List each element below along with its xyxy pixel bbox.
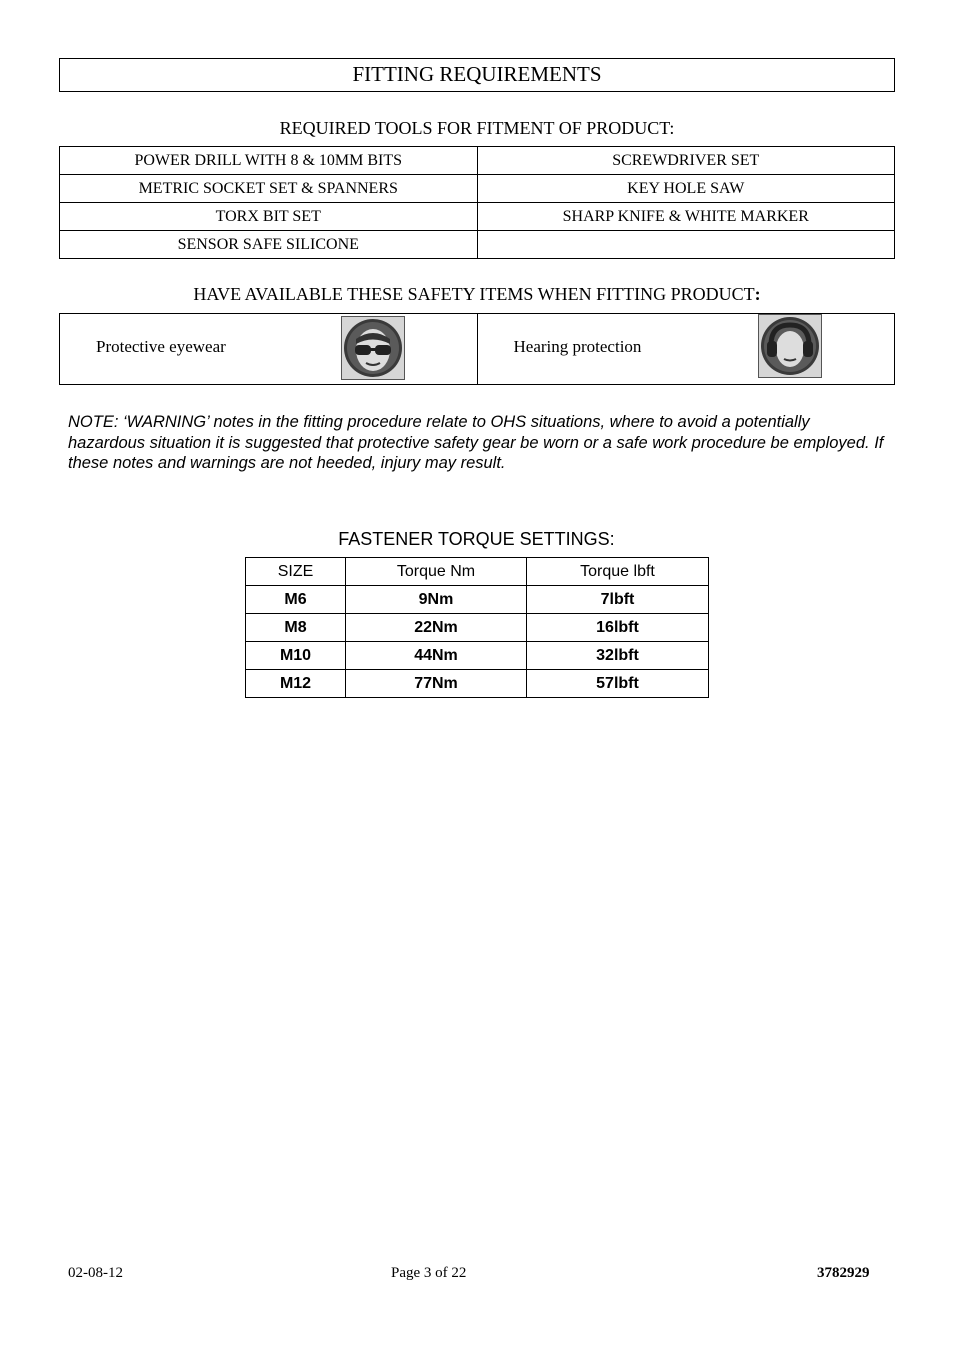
table-cell: 22Nm — [346, 614, 527, 642]
safety-item-hearing — [477, 314, 895, 385]
table-header-row — [246, 558, 709, 586]
safety-item-label: Protective eyewear — [96, 337, 226, 356]
table-row — [246, 642, 709, 670]
footer-page-number: Page 3 of 22 — [391, 1265, 467, 1281]
safety-item-label: Hearing protection — [513, 337, 642, 356]
table-cell: M10 — [246, 642, 346, 670]
table-row — [246, 586, 709, 614]
table-cell: 9Nm — [346, 586, 527, 614]
table-cell: 16lbft — [527, 614, 709, 642]
column-header: Torque lbft — [527, 558, 709, 586]
safety-heading — [59, 284, 895, 305]
table-row — [60, 314, 895, 385]
table-cell: 57lbft — [527, 670, 709, 698]
tool-cell: SHARP KNIFE & WHITE MARKER — [477, 203, 895, 231]
torque-heading: FASTENER TORQUE SETTINGS: — [338, 529, 615, 549]
table-cell: 32lbft — [527, 642, 709, 670]
tool-cell: METRIC SOCKET SET & SPANNERS — [60, 175, 478, 203]
table-cell: 77Nm — [346, 670, 527, 698]
warning-note: NOTE: ‘WARNING’ notes in the fitting procedure relate to OHS situations, where to avoid a potentially hazardous situation it is suggested that protective safety gear be worn or a safe work procedure be employed. If these notes and warnings are not heeded, injury may result. — [68, 413, 884, 472]
tool-cell: POWER DRILL WITH 8 & 10MM BITS — [60, 147, 478, 175]
table-row — [60, 231, 895, 259]
tool-cell: TORX BIT SET — [60, 203, 478, 231]
column-header: Torque Nm — [346, 558, 527, 586]
tool-cell: SENSOR SAFE SILICONE — [60, 231, 478, 259]
table-row — [246, 670, 709, 698]
safety-table — [59, 313, 895, 385]
table-row — [60, 203, 895, 231]
table-row — [246, 614, 709, 642]
table-row — [60, 175, 895, 203]
safety-heading-colon: : — [754, 284, 761, 304]
page-title: FITTING REQUIREMENTS — [59, 58, 895, 92]
table-row — [60, 147, 895, 175]
table-cell: M12 — [246, 670, 346, 698]
safety-heading-text: HAVE AVAILABLE THESE SAFETY ITEMS WHEN FITTING PRODUCT — [193, 284, 755, 304]
ear-protection-icon — [758, 314, 822, 378]
tools-table — [59, 146, 895, 259]
footer-date: 02-08-12 — [68, 1265, 123, 1281]
tool-cell: SCREWDRIVER SET — [477, 147, 895, 175]
safety-item-eyewear — [60, 314, 478, 385]
tool-cell — [477, 231, 895, 259]
eye-protection-icon — [341, 316, 405, 380]
column-header: SIZE — [246, 558, 346, 586]
table-cell: 7lbft — [527, 586, 709, 614]
table-cell: M6 — [246, 586, 346, 614]
table-cell: 44Nm — [346, 642, 527, 670]
footer-doc-number: 3782929 — [817, 1265, 870, 1281]
tools-heading: REQUIRED TOOLS FOR FITMENT OF PRODUCT: — [279, 118, 675, 138]
table-cell: M8 — [246, 614, 346, 642]
tool-cell: KEY HOLE SAW — [477, 175, 895, 203]
torque-table — [245, 557, 709, 698]
